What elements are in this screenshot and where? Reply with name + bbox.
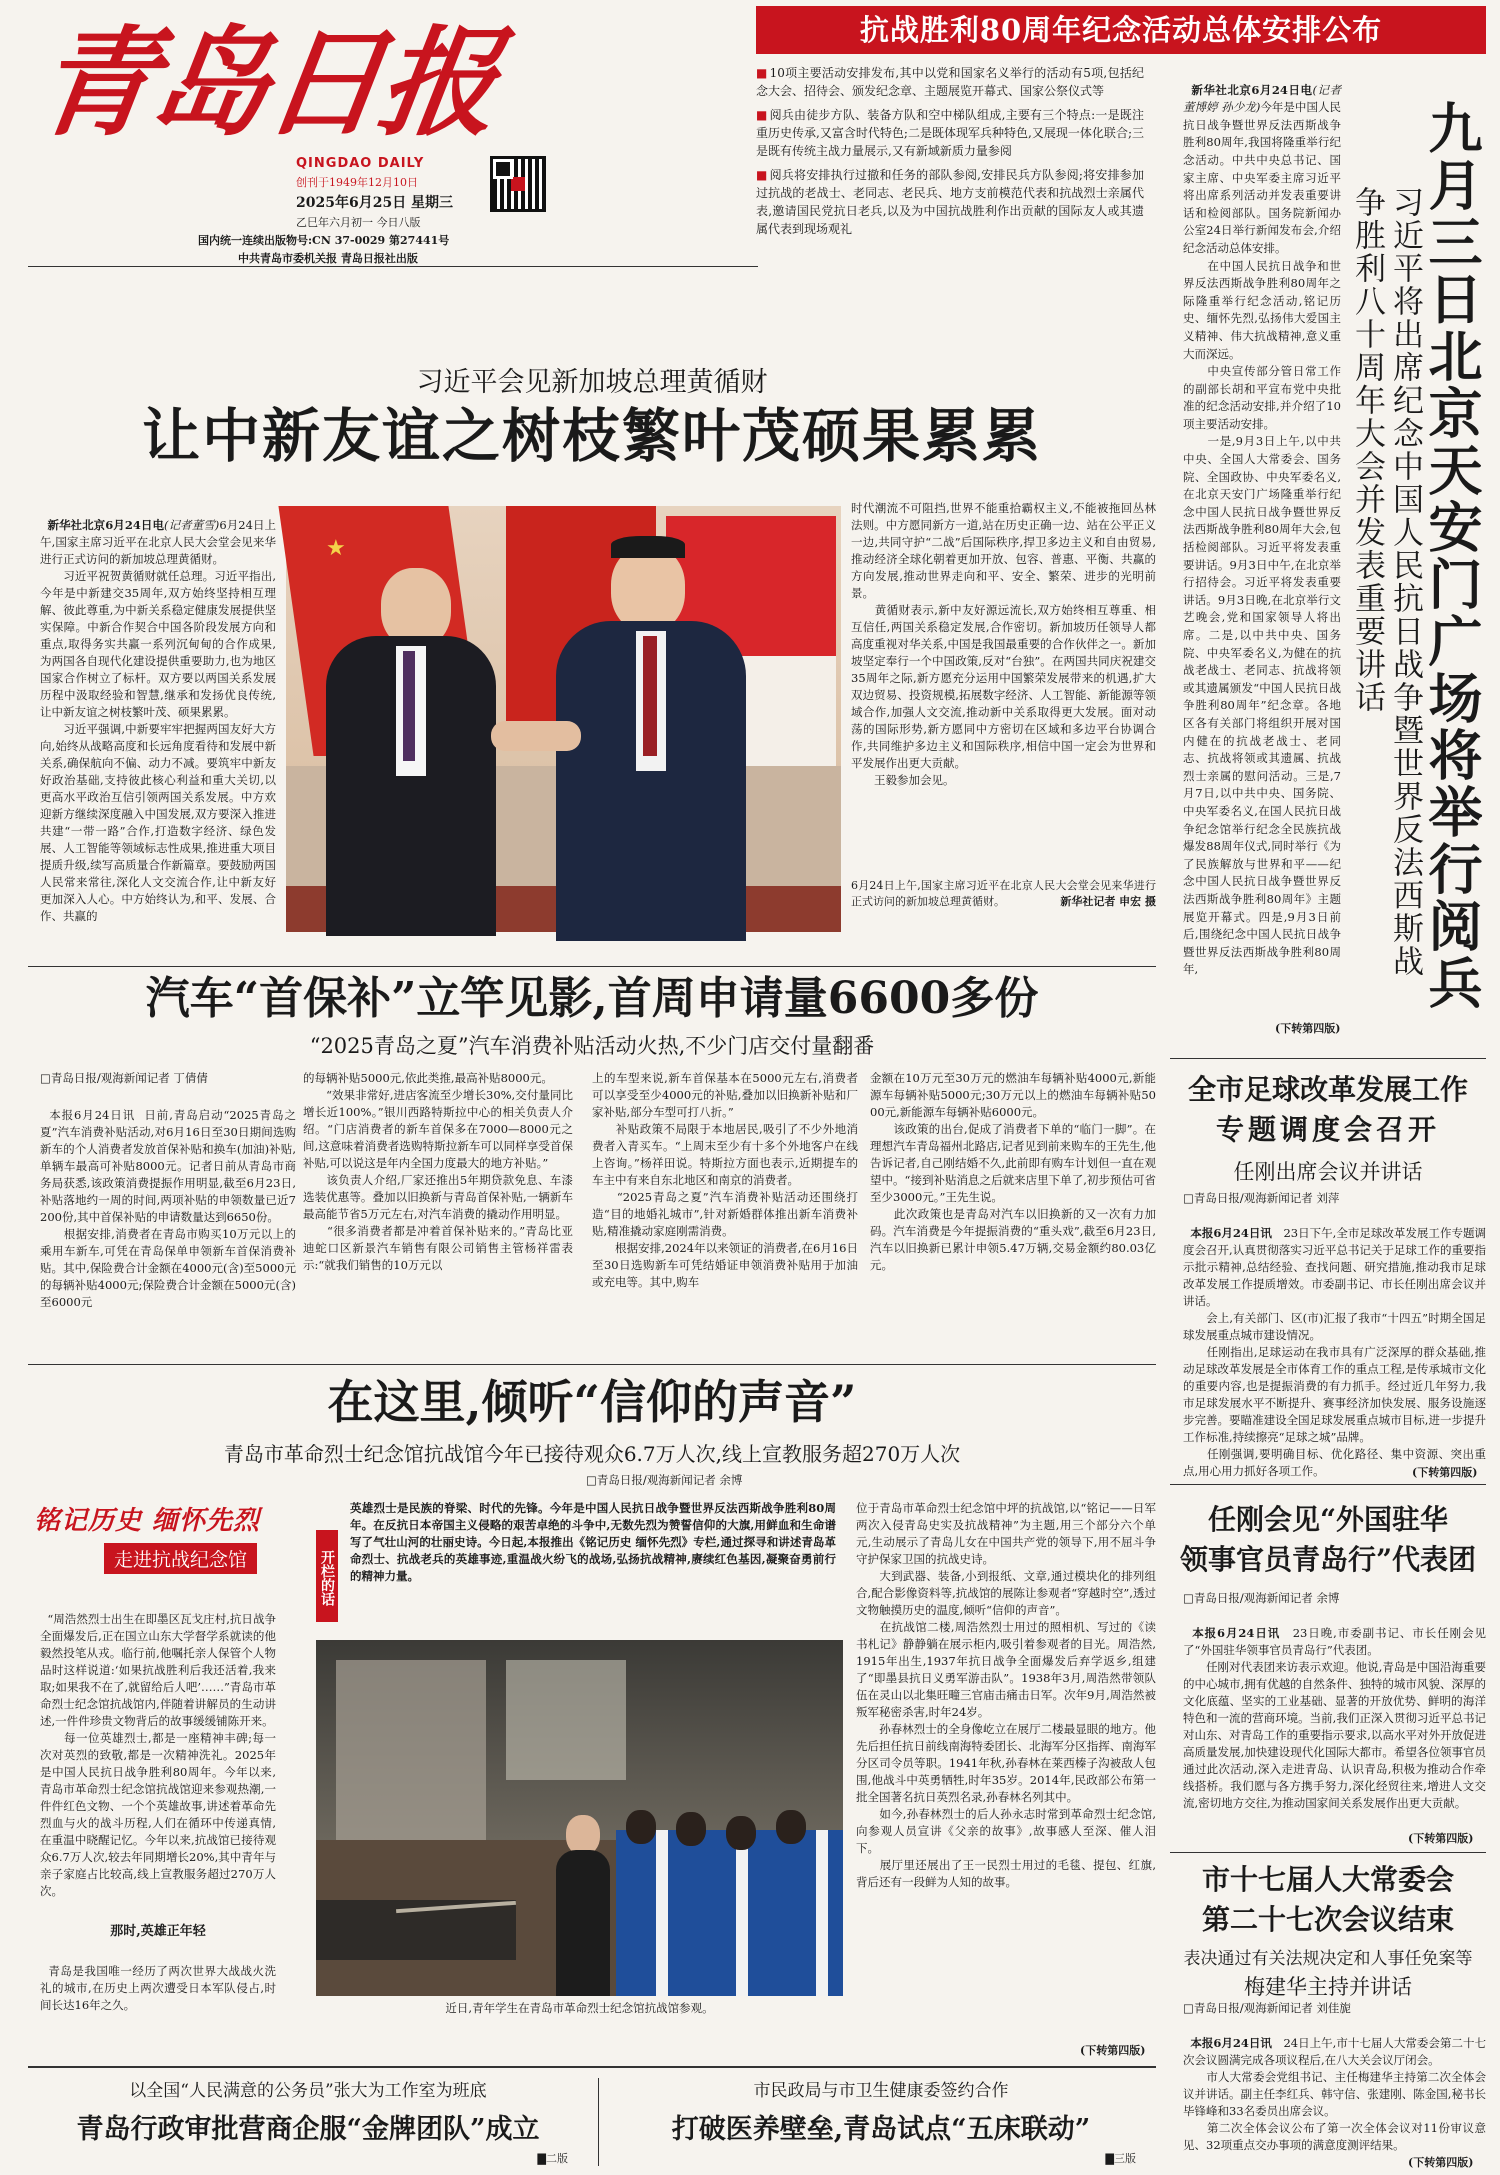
right-col-article [1183,64,1341,1020]
consul-dateline: 本报6月24日讯 [1192,1626,1281,1640]
vertical-subhead [1348,186,1424,1006]
consul-headline [1170,1500,1486,1580]
consul-continued: (下转第四版) [1408,1832,1474,1845]
faith-byline: □青岛日报/观海新闻记者 余博 [586,1473,743,1487]
right-col-continued: (下转第四版) [1275,1022,1341,1035]
banner-points [756,64,1144,314]
column-badge-title: 铭记历史 缅怀先烈 [34,1506,261,1536]
faith-intro: 英雄烈士是民族的脊梁、时代的先锋。今年是中国人民抗日战争暨世界反法西斯战争胜利80周年。在反抗日本帝国主义侵略的艰苦卓绝的斗争中,无数先烈为赞誓信仰的大旗,用鲜血和生命谱写了气壮山河的壮丽史诗。今日起,本报推出《铭记历史 缅怀先烈》专栏,通过探寻和讲述青岛革命烈士、抗战老兵的英雄事迹,重温战火纷飞的战场,弘扬抗战精神,赓续红色基因,凝聚奋勇前行的精神力量。 [350,1501,836,1583]
footer-left-title: 青岛行政审批营商企服“金牌团队”成立 [76,2114,540,2145]
football-subhead: 任刚出席会议并讲话 [1233,1160,1423,1184]
lead-col1 [40,500,276,940]
lead-col2: 时代潮流不可阻挡,世界不能重拾霸权主义,不能被拖回丛林法则。中方愿同新方一道,站在历史正确一边、站在公平正义一边,共同守护“二战”后国际秩序,捍卫多边主义和自由贸易,推动经济全球化朝着更加开放、包容、普惠、平衡、共赢的方向发展,推动世界走向和平、安全、繁荣、进步的光明前景。 黄循财表示,新中友好源远流长,双方始终相互尊重、相互信任,两国关系稳定发展,合作密切。新加坡历任领导人都高度重视对华关系,中国是我国最重要的合作伙伴之一。新加坡坚定奉行一个中国政策,反对“台独”。在两国共同庆祝建交35周年之际,新方愿充分运用中国繁荣发展带来的机遇,扩大双边贸易、投资规模,拓展数字经济、人工智能、新能源等领域合作,加强人文交流,推动新中关系取得更大发展。面对动荡的国际形势,新方愿同中方密切在区域和多边平台协调合作,共同维护多边主义和国际秩序,相信中国一定会为世界和平发展作出更大贡献。 王毅参加会见。 [851,501,1156,787]
qr-code-icon[interactable] [490,156,546,212]
column-badge [34,1500,284,1580]
lead-headline: 让中新友谊之树枝繁叶茂硕果累累 [141,402,1042,470]
lead-dateline: 新华社北京6月24日电 [47,518,165,532]
faith-continued: (下转第四版) [1080,2044,1146,2057]
footer-left-kicker: 以全国“人民满意的公务员”张大为工作室为班底 [129,2081,487,2101]
npc-text: 24日上午,市十七届人大常委会第二十七次会议圆满完成各项议程后,在八大关会议厅闭会。 市人大常委会党组书记、主任梅建华主持第二次全体会议并讲话。副主任李红兵、韩守信、张建刚、陈金国,秘书长毕锋峰和33名委员出席会议。 第二次全体会议公布了第一次全体会议对11份审议意见、32项重点交办事项的满意度测评结果。 [1183,2036,1486,2152]
car-col3: 上的车型来说,新车首保基本在5000元左右,消费者可以享受至少4000元的补贴,叠加以旧换新补贴和厂家补贴,部分车型可打八折。” 补贴政策不局限于本地居民,吸引了不少外地消费者入青买车。“上周末至少有十多个外地客户在线上咨询。”杨祥田说。特斯拉方面也表示,近期提车的车主中有来自东北地区和南京的消费者。 “2025青岛之夏”汽车消费补贴活动还围绕打造“目的地婚礼城市”,针对新婚群体推出新车消费补贴,精准撬动家庭刚需消费。 根据安排,2024年以来领证的消费者,在6月16日至30日选购新车可凭结婚证申领消费补贴用于加油或充电等。其中,购车 [592,1071,858,1289]
lead-photo: ★ [286,506,841,932]
football-dateline: 本报6月24日讯 [1190,1226,1272,1240]
masthead-issn: 国内统一连续出版物号:CN 37-0029 第27441号 [198,234,450,247]
faith-left-end: 青岛是我国唯一经历了两次世界大战战火洗礼的城市,在历史上两次遭受日本军队侵占,时间长达16年之久。 [40,1964,277,2012]
consul-headline-l2: 领事官员青岛行”代表团 [1179,1543,1477,1576]
footer-right[interactable] [606,2074,1156,2170]
footer-right-kicker: 市民政局与市卫生健康委签约合作 [753,2081,1009,2101]
masthead [28,6,548,318]
consul-byline: □青岛日报/观海新闻记者 余博 [1183,1591,1340,1605]
npc-dateline: 本报6月24日讯 [1190,2036,1272,2050]
vertical-subhead-text: 习近平将出席纪念中国人民抗日战争暨世界反法西斯战争胜利八十周年大会并发表重要讲话 [1349,186,1423,978]
masthead-publisher: 中共青岛市委机关报 青岛日报社出版 [238,252,418,265]
footer-left-page: ▇二版 [537,2152,568,2165]
vertical-headline: 九月三日北京天安门广场将举行阅兵 [1420,100,1484,1012]
consul-headline-l1: 任刚会见“外国驻华 [1207,1503,1449,1536]
football-headline-l2: 专题调度会召开 [1215,1113,1440,1146]
faith-photo-caption: 近日,青年学生在青岛市革命烈士纪念馆抗战馆参观。 [445,2001,714,2015]
masthead-title: 青岛日报 [28,13,504,152]
masthead-pinyin: QINGDAO DAILY [296,156,425,171]
faith-photo [316,1640,843,1996]
footer-right-page: ▇三版 [1105,2152,1136,2165]
car-col2: 的每辆补贴5000元,依此类推,最高补贴8000元。 “效果非常好,进店客流至少增长30%,交付量同比增长近100%。”银川西路特斯拉中心的相关负责人介绍。“门店消费者的新车首保多在7000—8000元之间,这意味着消费者选购特斯拉新车可以同样享受首保补贴,可以说这是年内全国力度最大的地方补贴。” 该负责人介绍,厂家还推出5年期贷款免息、车漆选装优惠等。叠加以旧换新与青岛首保补贴,一辆新车最高能节省5万元左右,对汽车消费的撬动作用明显。 “很多消费者都是冲着首保补贴来的。”青岛比亚迪蛇口区新景汽车销售有限公司销售主管杨祥雷表示:“就我们销售的10万元以 [303,1071,573,1272]
faith-right-col: 位于青岛市革命烈士纪念馆中坪的抗战馆,以“铭记——日军两次入侵青岛史实及抗战精神”为主题,用三个部分六个单元,生动展示了青岛儿女在中国共产党的领导下,用不屈斗争守护保家卫国的抗战史诗。 大到武器、装备,小到报纸、文章,通过模块化的排列组合,配合影像资料等,抗战馆的展陈让参观者“穿越时空”,透过文物触摸历史的温度,倾听“信仰的声音”。 在抗战馆二楼,周浩然烈士用过的照相机、写过的《读书札记》静静躺在展示柜内,吸引着参观者的目光。周浩然,1915年出生,1937年抗日战争全面爆发后弃学返乡,组建了“即墨县抗日义勇军游击队”。1938年3月,周浩然带领队伍在灵山以北集旺疃三官庙击痛击日军。次年9月,周浩然被叛军秘密杀害,时年24岁。 孙春林烈士的全身像屹立在展厅二楼最显眼的地方。他先后担任抗日前线南海特委团长、北海军分区指挥、南海军分区司令员等职。1941年秋,孙春林在莱西榛子沟被敌人包围,他战斗中英勇牺牲,时年35岁。2014年,民政部公布第一批全国著名抗日英烈名录,孙春林名列其中。 如今,孙春林烈士的后人孙永志时常到革命烈士纪念馆,向参观人员宣讲《父亲的故事》,故事感人至深、催人泪下。 展厅里还展出了王一民烈士用过的毛毯、提包、红旗,背后还有一段鲜为人知的故事。 [856,1501,1156,1889]
npc-article [1183,2018,1486,2154]
npc-headline [1170,1860,1486,1940]
car-byline: □青岛日报/观海新闻记者 丁倩倩 [40,1071,208,1085]
banner-point: ■ 阅兵将安排执行过撤和任务的部队参阅,安排民兵方队参阅;将安排参加过抗战的老战士、老同志、老民兵、地方支前模范代表和抗战烈士亲属代表,邀请国民党抗日老兵,以及为中国抗战胜利作出贡献的国际友人或其遗属代表到现场观礼 [756,166,1144,238]
football-headline-l1: 全市足球改革发展工作 [1187,1073,1468,1106]
lead-caption-box [851,878,1156,940]
right-col-dateline: 新华社北京6月24日电 [1191,82,1313,97]
npc-headline-l2: 第二十七次会议结束 [1201,1903,1454,1936]
banner-point: ■ 10项主要活动安排发布,其中以党和国家名义举行的活动有5项,包括纪念大会、招待会、颁发纪念章、主题展览开幕式、国家公祭仪式等 [756,64,1144,100]
column-tag: 开栏的话 [316,1530,338,1622]
car-col1-text: 本报6月24日讯 日前,青岛启动“2025青岛之夏”汽车消费补贴活动,对6月16日至30日期间选购新车的个人消费者发放首保补贴和换车(加油)补贴,单辆车最高可补贴8000元。记者日前从青岛市商务局获悉,该政策消费提振作用明显,截至6月23日,补贴落地约一周的时间,两项补贴的申领数量已近7200份,其中首保补贴的申请数量达到6650份。 根据安排,消费者在青岛市购买10万元以上的乘用车新车,可凭在青岛保单申领新车首保消费补贴。其中,保险费合计金额在4000元(含)至5000元的每辆补贴4000元;保险费合计金额在5000元(含)至6000元 [40,1108,297,1309]
right-col-text: 今年是中国人民抗日战争暨世界反法西斯战争胜利80周年,我国将隆重举行纪念活动。中共中央总书记、国家主席、中央军委主席习近平将出席系列活动并发表重要讲话和检阅部队。国务院新闻办公室24日举行新闻发布会,介绍纪念活动总体安排。 在中国人民抗日战争和世界反法西斯战争胜利80周年之际隆重举行纪念活动,铭记历史、缅怀先烈,弘扬伟大爱国主义精神、伟大抗战精神,意义重大而深远。 中央宣传部分管日常工作的副部长胡和平宣布党中央批准的纪念活动安排,并介绍了10项主要活动安排。 一是,9月3日上午,以中共中央、全国人大常委会、国务院、全国政协、中央军委名义,在北京天安门广场隆重举行纪念中国人民抗日战争暨世界反法西斯战争胜利80周年大会,包括检阅部队。习近平将发表重要讲话。9月3日中午,在北京举行招待会。习近平将发表重要讲话。9月3日晚,在北京举行文艺晚会,党和国家领导人将出席。二是,以中共中央、国务院、中央军委名义,为健在的抗战老战士、老同志、抗战将领或其遗属颁发“中国人民抗日战争胜利80周年”纪念章。各地区各有关部门将组织开展对国内健在的抗战老战士、老同志、抗战将领或其遗属、抗战烈士亲属的慰问活动。三是,7月7日,以中共中央、国务院、中央军委名义,在国人民抗日战争纪念馆举行纪念全民族抗战爆发88周年仪式,同时举行《为了民族解放与世界和平——纪念中国人民抗日战争暨世界反法西斯战争胜利80周年》主题展览开幕式。四是,9月3日前后,围绕纪念中国人民抗日战争暨世界反法西斯战争胜利80周年, [1183,100,1341,977]
npc-continued: (下转第四版) [1408,2156,1474,2169]
npc-subhead [1170,1944,1486,2001]
npc-headline-l1: 市十七届人大常委会 [1201,1863,1454,1896]
football-byline: □青岛日报/观海新闻记者 刘萍 [1183,1191,1340,1205]
npc-subhead-l2: 梅建华主持并讲话 [1244,1975,1412,1999]
faith-left-subhead: 那时,英雄正年轻 [110,1924,206,1939]
banner-point: ■ 阅兵由徒步方队、装备方队和空中梯队组成,主要有三个特点:一是既注重历史传承,又富含时代特色;二是既体现军兵种特色,又展现一体化联合;三是既有传统主战力量展示,又有新域新质力量参阅 [756,106,1144,160]
faith-subhead: 青岛市革命烈士纪念馆抗战馆今年已接待观众6.7万人次,线上宣教服务超270万人次 [223,1442,961,1466]
football-headline [1170,1070,1486,1150]
faith-left-text: “周浩然烈士出生在即墨区瓦戈庄村,抗日战争全面爆发后,正在国立山东大学督学系就读的他毅然投笔从戎。临行前,他嘱托亲人保管个人物品时这样说道:‘如果抗战胜利后我还活着,我来取;如果我不在了,就留给后人吧’……”青岛市革命烈士纪念馆抗战馆内,伴随着讲解员的生动讲述,一件件珍贵文物背后的故事缓缓铺陈开来。 每一位英雄烈士,都是一座精神丰碑;每一次对英烈的致敬,都是一次精神洗礼。2025年是中国人民抗日战争胜利80周年。今年以来,青岛市革命烈士纪念馆抗战馆迎来参观热潮,一件件红色文物、一个个英雄故事,讲述着革命先烈血与火的战斗历程,人们在循环中传递真情,在重温中晓醒记忆。今年以来,抗战馆已接待观众6.7万人次,较去年同期增长20%,其中青年与亲子家庭占比较高,线上宣教服务超过270万人次。 [40,1612,276,1898]
football-continued: (下转第四版) [1412,1466,1478,1479]
masthead-date: 2025年6月25日 星期三 [296,195,454,211]
car-col1 [40,1090,296,1355]
car-col4: 金额在10万元至30万元的燃油车每辆补贴4000元,新能源车每辆补贴5000元;30万元以上的燃油车每辆补贴5000元,新能源车每辆补贴6000元。 该政策的出台,促成了消费者下单的“临门一脚”。在理想汽车青岛福州北路店,记者见到前来购车的王先生,他告诉记者,自己刚结婚不久,此前即有购车计划但一直在观望中。“接到补贴消息之后就来店里下单了,初步预估可省至少3000元。”王先生说。 此次政策也是青岛对汽车以旧换新的又一次有力加码。汽车消费是今年提振消费的“重头戏”,截至6月23日,汽车以旧换新已累计申领5.47万辆,交易金额约80.03亿元。 [870,1071,1156,1272]
lead-caption-credit: 新华社记者 申宏 摄 [1060,895,1156,908]
right-col-reporter: (记者董博婷 孙少龙) [1183,82,1341,115]
footer-left[interactable] [28,2074,588,2170]
consul-article [1183,1608,1486,1830]
football-text: 23日下午,全市足球改革发展工作专题调度会召开,认真贯彻落实习近平总书记关于足球工作的重要指示批示精神,总结经验、查找问题、研究措施,推动我市足球改革发展工作提质增效。市委副书记、市长任刚出席会议并讲话。 会上,有关部门、区(市)汇报了我市“十四五”时期全国足球发展重点城市建设情况。 任刚指出,足球运动在我市具有广泛深厚的群众基础,推动足球改革发展是全市体育工作的重点工程,是传承城市文化的重要内容,也是提振消费的有力抓手。经过近几年努力,我市足球发展水平不断提升、赛事经济加快发展、服务设施逐步完善。要瞄准建设全国足球发展重点城市目标,进一步提升工作标准,持续擦亮“足球之城”品牌。 任刚强调,要明确目标、优化路径、集中资源、突出重点,用心用力抓好各项工作。 [1183,1226,1486,1478]
footer-right-title: 打破医养壁垒,青岛试点“五床联动” [671,2114,1091,2145]
lead-col1-text: 6月24日上午,国家主席习近平在北京人民大会堂会见来华进行正式访问的新加坡总理黄循财。 习近平祝贺黄循财就任总理。习近平指出,今年是中新建交35周年,双方始终坚持相互理解、彼此尊重,为中新关系稳定健康发展提供坚实保障。中新合作契合中国各阶段发展方向和重点,取得务实共赢一系列沉甸甸的合作成果,为两国各自现代化建设提供重要助力,也为地区国家合作树立了标杆。双方要以两国关系发展历程中汲取经验和智慧,继承和发扬优良传统,让中新友谊之树枝繁叶茂、硕果累累。 习近平强调,中新要牢牢把握两国友好大方向,始终从战略高度和长远角度看待和发展中新关系,确保航向不偏、动力不减。要筑牢中新友好政治基础,支持彼此核心利益和重大关切,以更高水平政治互信引领两国关系发展。中方欢迎新方继续深度融入中国发展,双方要深入推进共建“一带一路”合作,打造数字经济、绿色发展、人工智能等领域标志性成果,推进重大项目提质升级,续写高质量合作新篇章。要鼓励两国人民常来常往,深化人文交流合作,让中新友好更加深入人心。中方始终认为,和平、发展、合作、共赢的 [40,518,276,923]
lead-kicker: 习近平会见新加坡总理黄循财 [416,367,768,398]
consul-text: 23日晚,市委副书记、市长任刚会见了“外国驻华领事官员青岛行”代表团。 任刚对代表团来访表示欢迎。他说,青岛是中国沿海重要的中心城市,拥有优越的自然条件、独特的城市风貌、深厚的文化底蕴、坚实的工业基础、显著的开放优势、鲜明的海洋特色和一流的营商环境。当前,我们正深入贯彻习近平总书记对山东、对青岛工作的重要指示要求,以高水平对外开放促进高质量发展,加快建设现代化国际大都市。希望各位领事官员通过此次活动,深入走进青岛、认识青岛,积极为推动合作牵线搭桥。我们愿与各方携手努力,深化经贸往来,增进人文交流,密切地方交往,为推动国家间关系发展作出更大贡献。 [1183,1626,1486,1810]
lead-reporter: (记者董雪) [164,518,220,532]
masthead-founded: 创刊于1949年12月10日 [296,176,418,189]
lead-caption: 6月24日上午,国家主席习近平在北京人民大会堂会见来华进行正式访问的新加坡总理黄循财。 [851,879,1156,908]
npc-byline: □青岛日报/观海新闻记者 刘佳旎 [1183,2001,1351,2015]
car-headline: 汽车“首保补”立竿见影,首周申请量6600多份 [145,973,1039,1024]
banner-title: 抗战胜利80周年纪念活动总体安排公布 [756,6,1486,54]
car-subhead: “2025青岛之夏”汽车消费补贴活动火热,不少门店交付量翻番 [309,1034,875,1058]
column-badge-sub: 走进抗战纪念馆 [104,1543,257,1574]
faith-left-col [40,1594,276,2064]
faith-headline: 在这里,倾听“信仰的声音” [327,1375,857,1429]
npc-subhead-l1: 表决通过有关法规决定和人事任免案等 [1183,1949,1473,1969]
masthead-lunar: 乙巳年六月初一 今日八版 [296,216,421,229]
